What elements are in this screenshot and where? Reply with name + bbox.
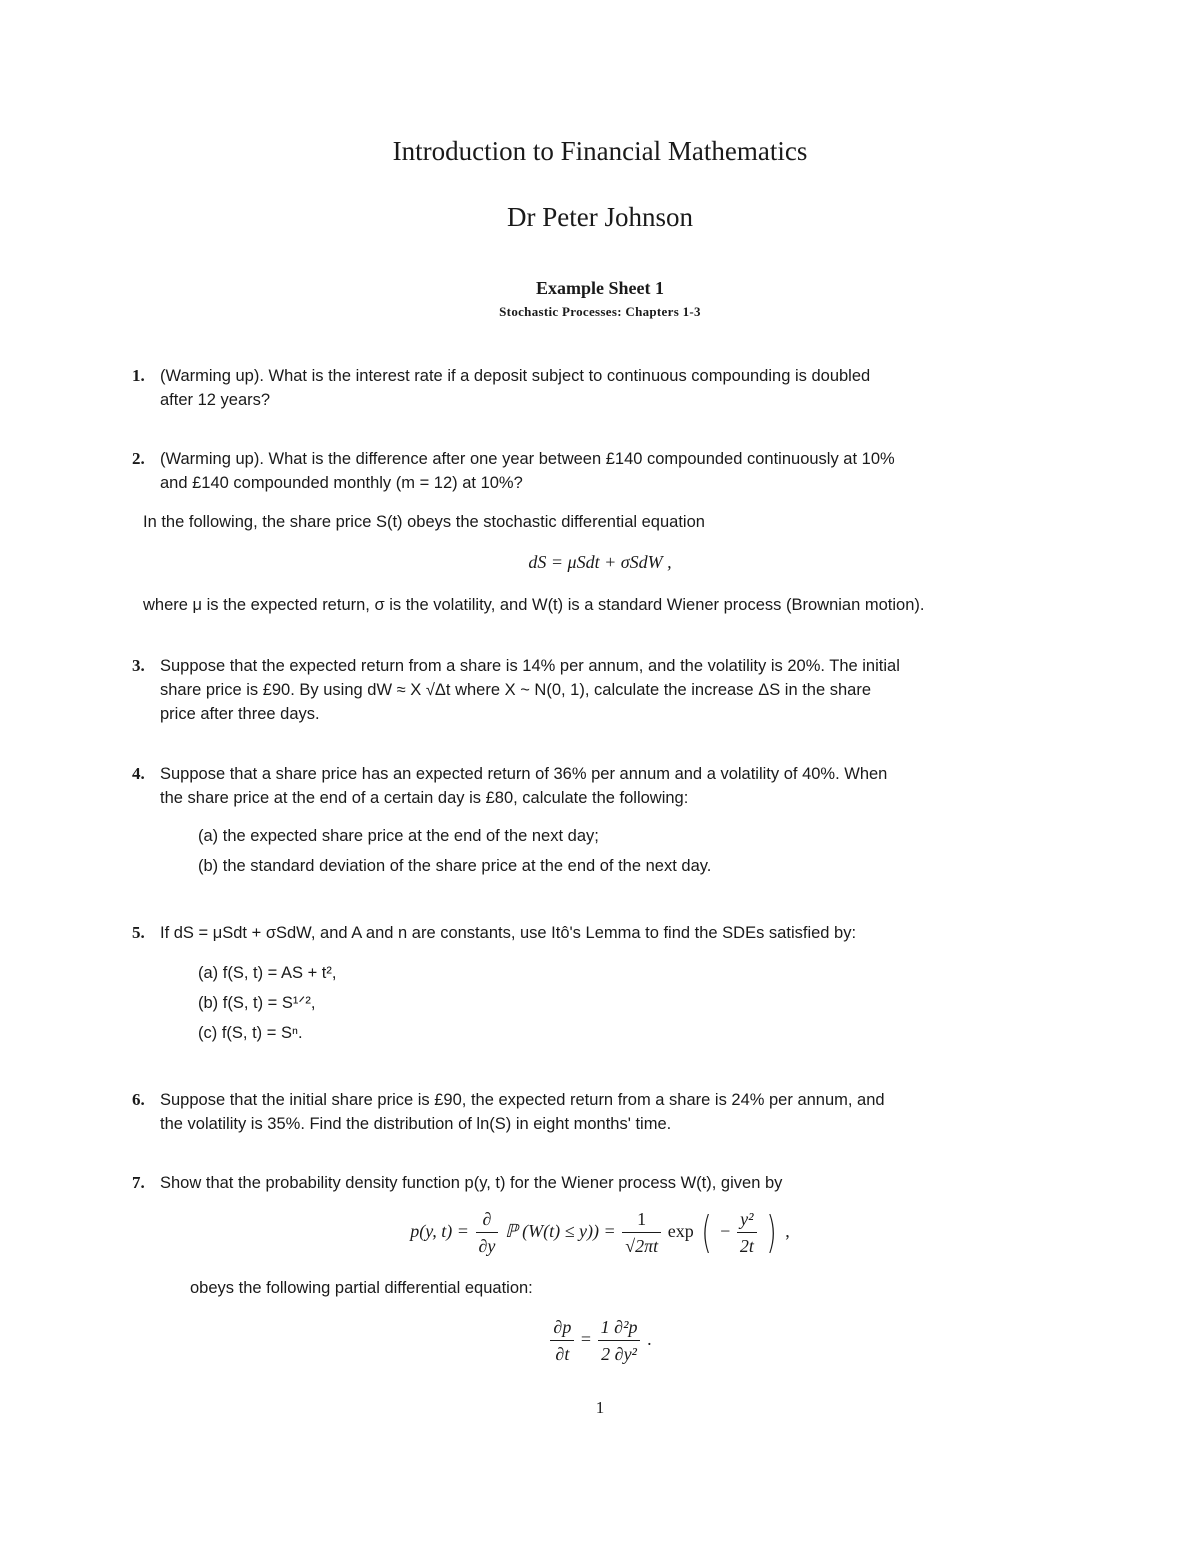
- question-number: 6.: [132, 1090, 145, 1109]
- question-text-line: after 12 years?: [160, 391, 271, 409]
- question-5-part-a: (a) f(S, t) = AS + t²,: [198, 964, 337, 982]
- question-text-line: the volatility is 35%. Find the distribution of ln(S) in eight months' time.: [160, 1115, 672, 1133]
- fraction-denominator: √2πt: [625, 1236, 659, 1256]
- question-text-line: the share price at the end of a certain day is £80, calculate the following:: [160, 789, 689, 807]
- question-5-part-b: (b) f(S, t) = S¹ᐟ²,: [198, 994, 316, 1012]
- question-text-line: price after three days.: [160, 705, 320, 723]
- question-4: [132, 762, 1060, 810]
- partial-derivative-fraction: [476, 1206, 499, 1259]
- intro-text: In the following, the share price S(t) obeys the stochastic differential equation: [143, 513, 705, 531]
- fraction-denominator: 2t: [739, 1236, 754, 1256]
- fraction-numerator: 1: [622, 1206, 661, 1233]
- normalizing-fraction: [622, 1206, 661, 1259]
- fraction-denominator: ∂t: [555, 1344, 570, 1364]
- question-text-line: (Warming up). What is the difference after one year between £140 compounded continuously at 10%: [160, 450, 895, 468]
- question-text-line: (Warming up). What is the interest rate if a deposit subject to continuous compounding is doubled: [160, 367, 871, 385]
- fraction-numerator: y²: [737, 1206, 757, 1233]
- question-number: 1.: [132, 366, 145, 385]
- question-number: 5.: [132, 923, 145, 942]
- question-7: [132, 1171, 1060, 1195]
- lhs-fraction: [550, 1314, 574, 1367]
- question-text-line: If dS = μSdt + σSdW, and A and n are constants, use Itô's Lemma to find the SDEs satisfied by:: [160, 924, 857, 942]
- fraction-numerator: ∂: [476, 1206, 499, 1233]
- fraction-numerator: ∂p: [550, 1314, 574, 1341]
- question-text-line: Show that the probability density function p(y, t) for the Wiener process W(t), given by: [160, 1174, 783, 1192]
- question-text-line: Suppose that a share price has an expected return of 36% per annum and a volatility of 40%. When: [160, 765, 888, 783]
- fraction-numerator: 1 ∂²p: [598, 1314, 641, 1341]
- sheet-subtitle: Stochastic Processes: Chapters 1-3: [499, 304, 701, 319]
- question-5: [132, 921, 1060, 945]
- left-paren: (: [701, 1206, 713, 1258]
- question-4-part-b: (b) the standard deviation of the share price at the end of the next day.: [198, 857, 712, 875]
- intro-definitions: where μ is the expected return, σ is the volatility, and W(t) is a standard Wiener process (Brownian motion).: [143, 596, 925, 614]
- equation-tail: ,: [785, 1220, 790, 1241]
- question-text-line: Suppose that the expected return from a share is 14% per annum, and the volatility is 20%. The initial: [160, 657, 900, 675]
- exp-function: exp: [667, 1220, 694, 1241]
- rhs-fraction: [598, 1314, 641, 1367]
- fraction-denominator: ∂y: [478, 1236, 496, 1256]
- question-3: [132, 654, 1060, 726]
- question-6: [132, 1088, 1060, 1136]
- equals-sign: =: [580, 1328, 592, 1349]
- sheet-title: Example Sheet 1: [536, 278, 664, 298]
- minus-sign: −: [720, 1220, 731, 1241]
- course-title: Introduction to Financial Mathematics: [392, 136, 808, 166]
- author-name: Dr Peter Johnson: [507, 202, 693, 232]
- question-number: 7.: [132, 1173, 145, 1192]
- density-equation: [0, 1206, 1200, 1259]
- exponent-fraction: [737, 1206, 757, 1259]
- equation-tail: .: [647, 1328, 652, 1349]
- sde-equation: [0, 550, 1200, 575]
- right-paren: ): [766, 1206, 778, 1258]
- equation-lhs: p(y, t) =: [410, 1220, 469, 1241]
- question-2: [132, 447, 1060, 495]
- question-number: 2.: [132, 449, 145, 468]
- question-number: 3.: [132, 656, 145, 675]
- question-5-part-c: (c) f(S, t) = Sⁿ.: [198, 1024, 303, 1042]
- fraction-denominator: 2 ∂y²: [601, 1344, 637, 1364]
- question-1: [132, 364, 1060, 412]
- question-text-line: Suppose that the initial share price is £90, the expected return from a share is 24% per annum, and: [160, 1091, 885, 1109]
- question-number: 4.: [132, 764, 145, 783]
- question-text-line: share price is £90. By using dW ≈ X √Δt where X ~ N(0, 1), calculate the increase ΔS in the share: [160, 681, 872, 699]
- equation-probability: ℙ (W(t) ≤ y)) =: [505, 1220, 616, 1241]
- heat-equation: [0, 1314, 1200, 1367]
- page-number: 1: [595, 1398, 605, 1417]
- equation-text: dS = μSdt + σSdW ,: [528, 552, 672, 572]
- question-7-continuation: obeys the following partial differential equation:: [190, 1279, 533, 1297]
- question-text-line: and £140 compounded monthly (m = 12) at 10%?: [160, 474, 523, 492]
- question-4-part-a: (a) the expected share price at the end of the next day;: [198, 827, 599, 845]
